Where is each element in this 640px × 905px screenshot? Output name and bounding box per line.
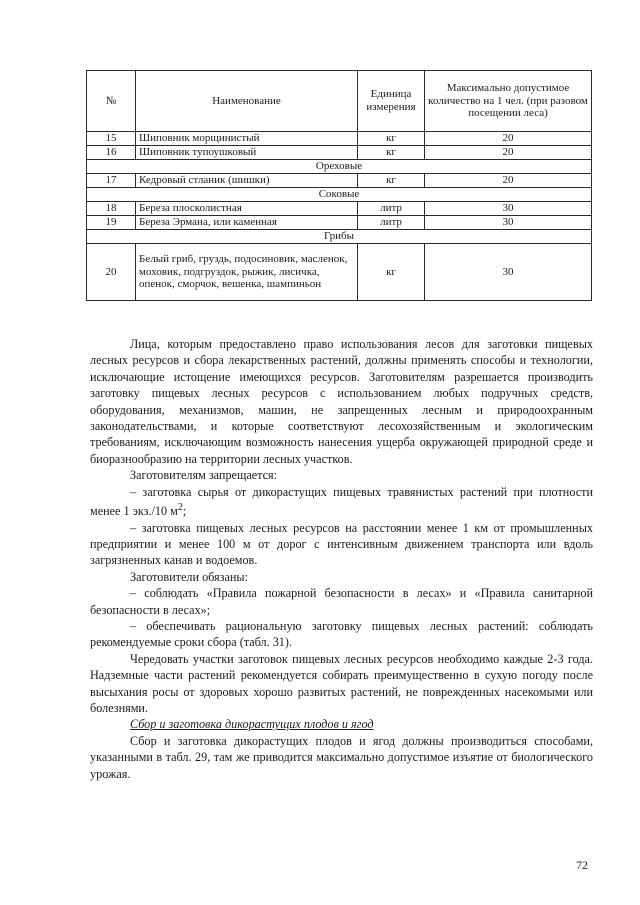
row-number: 20 <box>87 244 136 301</box>
paragraph-obligation-rational: – обеспечивать рациональную заготовку пищевых лесных растений: соблюдать рекомендуемые сроки сбора (табл. 31). <box>90 618 593 650</box>
prohibition-density-end: ; <box>182 504 187 519</box>
group-label: Грибы <box>87 230 592 244</box>
row-unit: литр <box>358 202 425 216</box>
page-number: 72 <box>576 858 588 872</box>
group-row-nuts <box>87 160 592 174</box>
table-row <box>87 216 592 230</box>
subheading-fruits-berries: Сбор и заготовка дикорастущих плодов и ягод <box>130 717 374 732</box>
row-max: 20 <box>425 174 592 188</box>
row-name: Белый гриб, груздь, подосиновик, масленок, моховик, подгруздок, рыжик, лисичка, опенок, сморчок, вешенка, шампиньон <box>136 244 358 301</box>
row-unit: кг <box>358 174 425 188</box>
row-max: 20 <box>425 146 592 160</box>
row-unit: литр <box>358 216 425 230</box>
table-header-row <box>87 71 592 132</box>
table-row <box>87 132 592 146</box>
paragraph-prohibited-heading: Заготовителям запрещается: <box>130 468 278 483</box>
row-unit: кг <box>358 146 425 160</box>
paragraph-usage-rules: Лица, которым предоставлено право использования лесов для заготовки пищевых лесных ресурсов и сбора лекарственных растений, должны применять способы и технологии, исключающие истощение имеющихся ресурсов. Заготовителям разрешается производить заготовку пищевых лесных ресурсов с использованием любых подручных средств, оборудования, механизмов, машин, не запрещенных лесным и природоохранным законодательствами, и которые соответствуют лесохозяйственным и экологическим требованиям, исключающим возможность нанесения ущерба окружающей природной среде и биоразнообразию на территории лесных участков. <box>90 337 593 466</box>
header-unit: Единица измерения <box>358 71 425 132</box>
row-number: 15 <box>87 132 136 146</box>
row-name: Кедровый стланик (шишки) <box>136 174 358 188</box>
row-max: 30 <box>425 216 592 230</box>
paragraph-prohibition-density <box>90 484 593 520</box>
table-row <box>87 244 592 301</box>
row-max: 30 <box>425 244 592 301</box>
paragraph-fruits-berries: Сбор и заготовка дикорастущих плодов и ягод должны производиться способами, указанными в табл. 29, там же приводится максимально допустимое изъятие от биологического урожая. <box>90 733 593 781</box>
row-number: 17 <box>87 174 136 188</box>
table-row <box>87 202 592 216</box>
row-unit: кг <box>358 132 425 146</box>
group-label: Соковые <box>87 188 592 202</box>
row-name: Шиповник морщинистый <box>136 132 358 146</box>
row-max: 30 <box>425 202 592 216</box>
header-number: № <box>87 71 136 132</box>
row-max: 20 <box>425 132 592 146</box>
row-name: Шиповник тупоушковый <box>136 146 358 160</box>
paragraph-prohibition-distance: – заготовка пищевых лесных ресурсов на расстоянии менее 1 км от промышленных предприятии и менее 100 м от дорог с интенсивным движением транспорта или вдоль загрязненных канав и водоемов. <box>90 520 593 568</box>
header-name: Наименование <box>136 71 358 132</box>
row-number: 19 <box>87 216 136 230</box>
row-number: 18 <box>87 202 136 216</box>
table-row <box>87 146 592 160</box>
table-row <box>87 174 592 188</box>
group-label: Ореховые <box>87 160 592 174</box>
prohibition-density-text: – заготовка сырья от дикорастущих пищевых травянистых растений при плотности менее 1 экз./10 м <box>90 484 593 519</box>
row-name: Береза Эрмана, или каменная <box>136 216 358 230</box>
group-row-sap <box>87 188 592 202</box>
body-text <box>90 336 593 782</box>
paragraph-obligation-fire-rules: – соблюдать «Правила пожарной безопасности в лесах» и «Правила санитарной безопасности в лесах»; <box>90 586 593 617</box>
row-unit: кг <box>358 244 425 301</box>
harvest-limits-table <box>86 70 592 301</box>
group-row-mushrooms <box>87 230 592 244</box>
paragraph-rotation: Чередовать участки заготовок пищевых лесных ресурсов необходимо каждые 2-3 года. Надземные части растений рекомендуется собирать преимущественно в сухую погоду после высыхания росы от здоровых хорошо развитых растений, не поврежденных насекомыми или болезнями. <box>90 651 593 715</box>
paragraph-obligations-heading: Заготовители обязаны: <box>130 569 248 584</box>
row-number: 16 <box>87 146 136 160</box>
row-name: Береза плосколистная <box>136 202 358 216</box>
superscript-2: 2 <box>177 502 183 514</box>
header-max-quantity: Максимально допустимое количество на 1 чел. (при разовом посещении леса) <box>425 71 592 132</box>
